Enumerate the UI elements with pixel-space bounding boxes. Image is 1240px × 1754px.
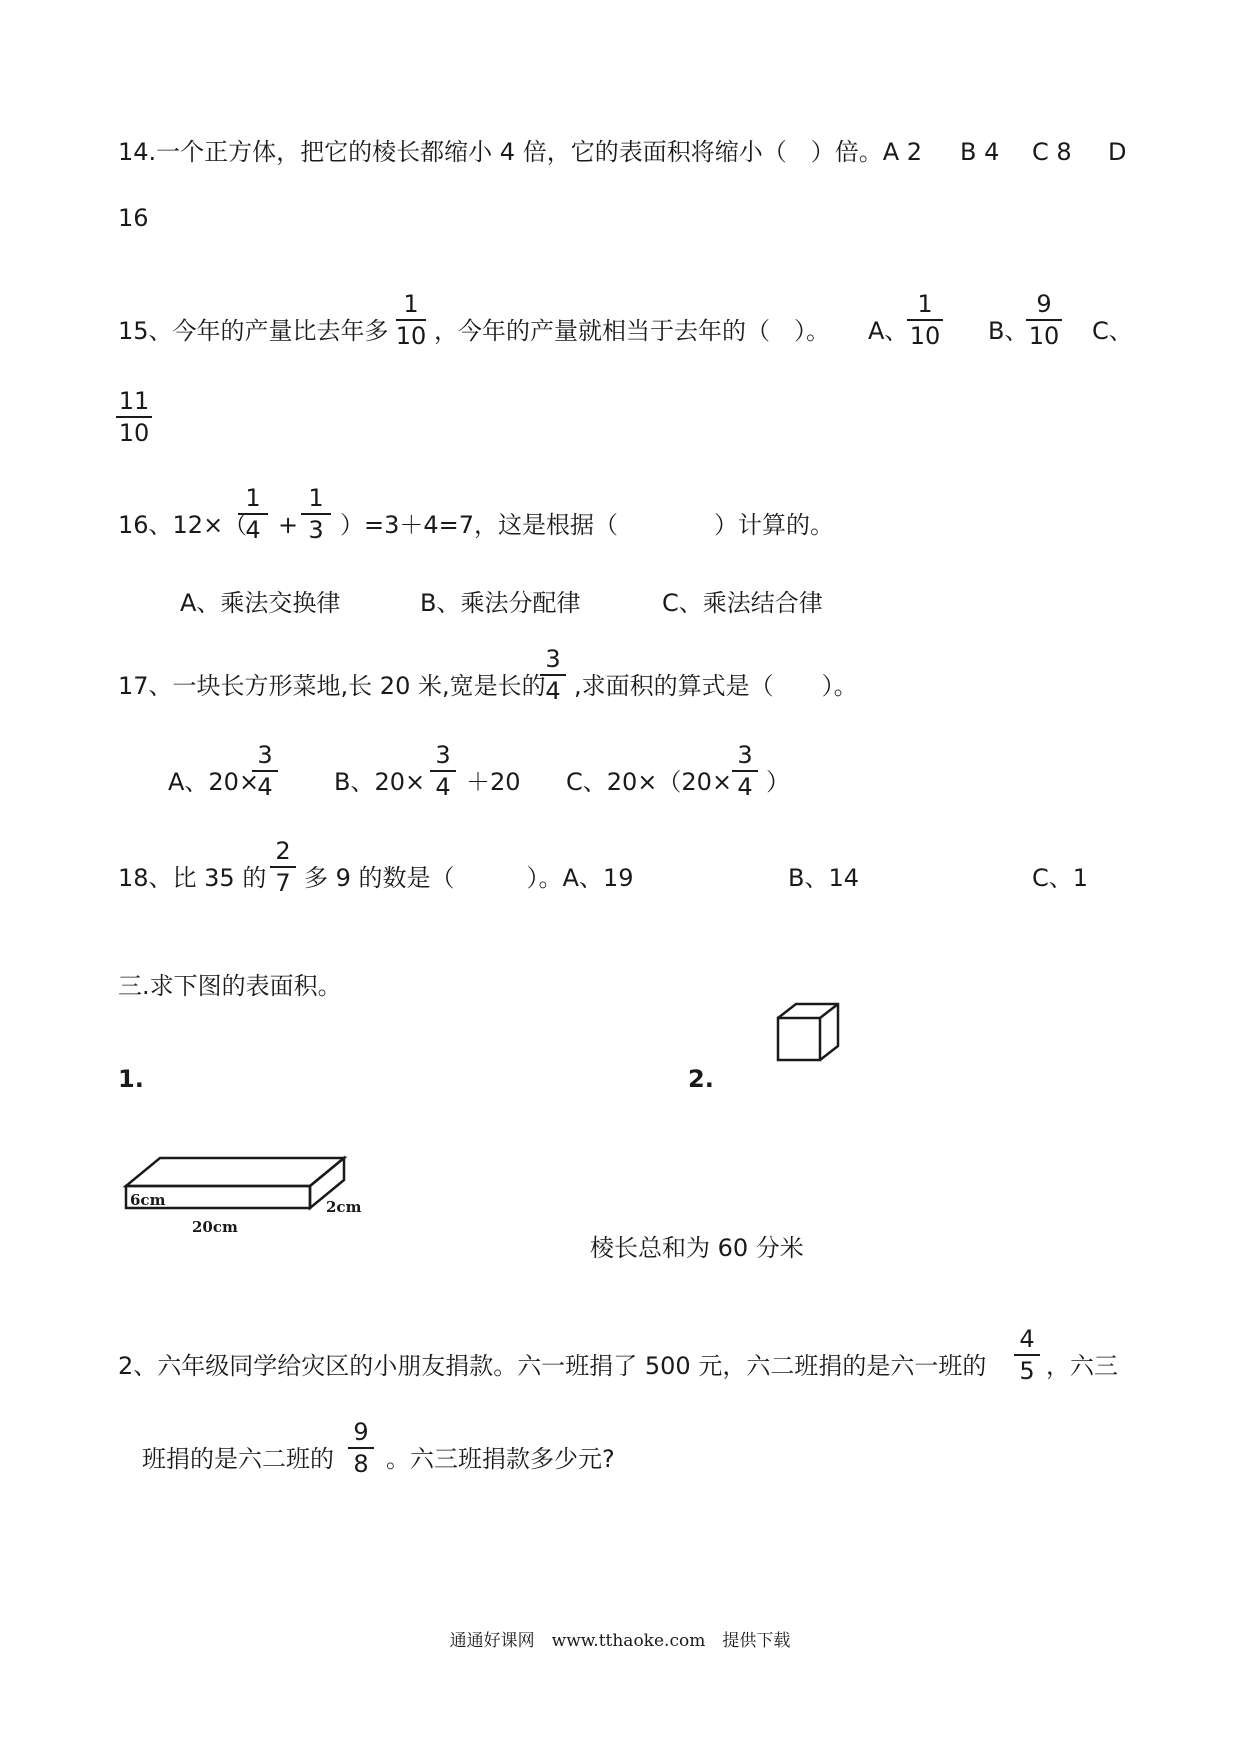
q17-option-a-denominator: 4	[257, 773, 273, 801]
cuboid-figure	[118, 1146, 378, 1241]
q17-option-c-numerator: 3	[737, 741, 753, 769]
q17-option-b-denominator: 4	[435, 773, 451, 801]
fraction-bar	[252, 770, 278, 772]
q17-option-c-denominator: 4	[737, 773, 753, 801]
figure-2-label: 2.	[688, 1065, 714, 1093]
q17-suffix: ,求面积的算式是（ ）。	[574, 672, 858, 700]
q16-option-b: B、乘法分配律	[420, 589, 581, 617]
word-problem-line-2: 班捐的是六二班的	[142, 1445, 334, 1473]
q16-fraction-1-denominator: 4	[245, 516, 261, 544]
q16-plus: +	[278, 511, 299, 539]
q15-option-b-label: B、	[988, 317, 1029, 345]
q17-option-c: C、20×（20×	[566, 768, 733, 796]
word-problem-fraction-2-denominator: 8	[353, 1450, 369, 1478]
q15-fraction-denominator: 10	[395, 322, 427, 350]
fraction-bar	[270, 866, 296, 868]
cube-figure	[770, 996, 842, 1066]
q17-option-b: B、20×	[334, 768, 426, 796]
cuboid-label-depth: 2cm	[326, 1198, 362, 1216]
q18-fraction	[268, 838, 298, 896]
q17-option-b-fraction	[428, 742, 458, 800]
fraction-bar	[116, 416, 152, 418]
q18-option-b: B、14	[788, 864, 860, 892]
q16-fraction-1	[236, 485, 270, 543]
q14-option-c: C 8	[1032, 138, 1072, 166]
cuboid-top-face	[126, 1158, 344, 1186]
q17-fraction-denominator: 4	[545, 677, 561, 705]
q15-option-c-fraction	[114, 388, 154, 446]
cube-note: 棱长总和为 60 分米	[590, 1234, 804, 1262]
q15-option-a-label: A、	[868, 317, 909, 345]
q18-fraction-numerator: 2	[275, 837, 291, 865]
q16-option-a: A、乘法交换律	[180, 589, 341, 617]
section-3-title: 三.求下图的表面积。	[118, 972, 342, 1000]
q15-fraction-numerator: 1	[403, 290, 419, 318]
q15-option-b-numerator: 9	[1036, 290, 1052, 318]
q15-option-c-numerator: 11	[118, 387, 150, 415]
q18-prefix: 18、比 35 的	[118, 864, 267, 892]
q15-option-a-fraction	[905, 291, 945, 349]
fraction-bar	[238, 513, 268, 515]
q16-prefix: 16、12×（	[118, 511, 248, 539]
q16-option-c: C、乘法结合律	[662, 589, 823, 617]
q14-option-b: B 4	[960, 138, 1000, 166]
q15-option-c-denominator: 10	[118, 419, 150, 447]
q15-option-b-fraction	[1024, 291, 1064, 349]
q17-option-a-numerator: 3	[257, 741, 273, 769]
q16-fraction-2-denominator: 3	[308, 516, 324, 544]
q16-suffix: ）=3＋4=7，这是根据（ ）计算的。	[340, 511, 835, 539]
word-problem-line-1: 2、六年级同学给灾区的小朋友捐款。六一班捐了 500 元，六二班捐的是六一班的	[118, 1352, 987, 1380]
q14-text: 14.一个正方体，把它的棱长都缩小 4 倍，它的表面积将缩小（ ）倍。A 2	[118, 138, 923, 166]
cuboid-label-length: 20cm	[192, 1218, 238, 1236]
q16-fraction-2-numerator: 1	[308, 484, 324, 512]
q17-fraction-numerator: 3	[545, 645, 561, 673]
word-problem-line-1-suffix: ，六三	[1046, 1352, 1118, 1380]
q16-fraction-2	[299, 485, 333, 543]
cube-front-face	[778, 1018, 820, 1060]
word-problem-fraction-2	[346, 1419, 376, 1477]
fraction-bar	[301, 513, 331, 515]
q16-fraction-1-numerator: 1	[245, 484, 261, 512]
q17-option-a-fraction	[250, 742, 280, 800]
word-problem-fraction-1-numerator: 4	[1019, 1325, 1035, 1353]
cuboid-label-height: 6cm	[130, 1191, 166, 1209]
fraction-bar	[348, 1447, 374, 1449]
q14-option-d-value: 16	[118, 204, 149, 232]
page-footer: 通通好课网 www.tthaoke.com 提供下载	[449, 1631, 791, 1651]
q15-middle: ，今年的产量就相当于去年的（ ）。	[434, 317, 830, 345]
q17-prefix: 17、一块长方形菜地,长 20 米,宽是长的	[118, 672, 546, 700]
word-problem-fraction-1-denominator: 5	[1019, 1357, 1035, 1385]
q14-option-d: D	[1108, 138, 1127, 166]
q15-option-a-denominator: 10	[909, 322, 941, 350]
word-problem-fraction-2-numerator: 9	[353, 1418, 369, 1446]
q17-option-b-tail: ＋20	[466, 768, 521, 796]
q15-prefix: 15、今年的产量比去年多	[118, 317, 389, 345]
cube-top-edge	[820, 1004, 838, 1018]
q17-option-c-tail: ）	[766, 768, 790, 796]
fraction-bar	[1026, 319, 1062, 321]
fraction-bar	[1014, 1354, 1040, 1356]
q18-fraction-denominator: 7	[275, 869, 291, 897]
q17-option-a: A、20×	[168, 768, 260, 796]
word-problem-fraction-1	[1012, 1326, 1042, 1384]
q17-option-c-fraction	[730, 742, 760, 800]
q18-option-c: C、1	[1032, 864, 1089, 892]
fraction-bar	[907, 319, 943, 321]
q17-fraction	[538, 646, 568, 704]
fraction-bar	[732, 770, 758, 772]
fraction-bar	[430, 770, 456, 772]
q18-suffix: 多 9 的数是（ ）。A、19	[304, 864, 634, 892]
fraction-bar	[540, 674, 566, 676]
q15-fraction	[394, 291, 428, 349]
figure-1-label: 1.	[118, 1065, 144, 1093]
q17-option-b-numerator: 3	[435, 741, 451, 769]
q15-option-a-numerator: 1	[917, 290, 933, 318]
word-problem-line-2-suffix: 。六三班捐款多少元?	[386, 1445, 615, 1473]
q15-option-b-denominator: 10	[1028, 322, 1060, 350]
fraction-bar	[396, 319, 426, 321]
q15-option-c-label: C、	[1092, 317, 1133, 345]
